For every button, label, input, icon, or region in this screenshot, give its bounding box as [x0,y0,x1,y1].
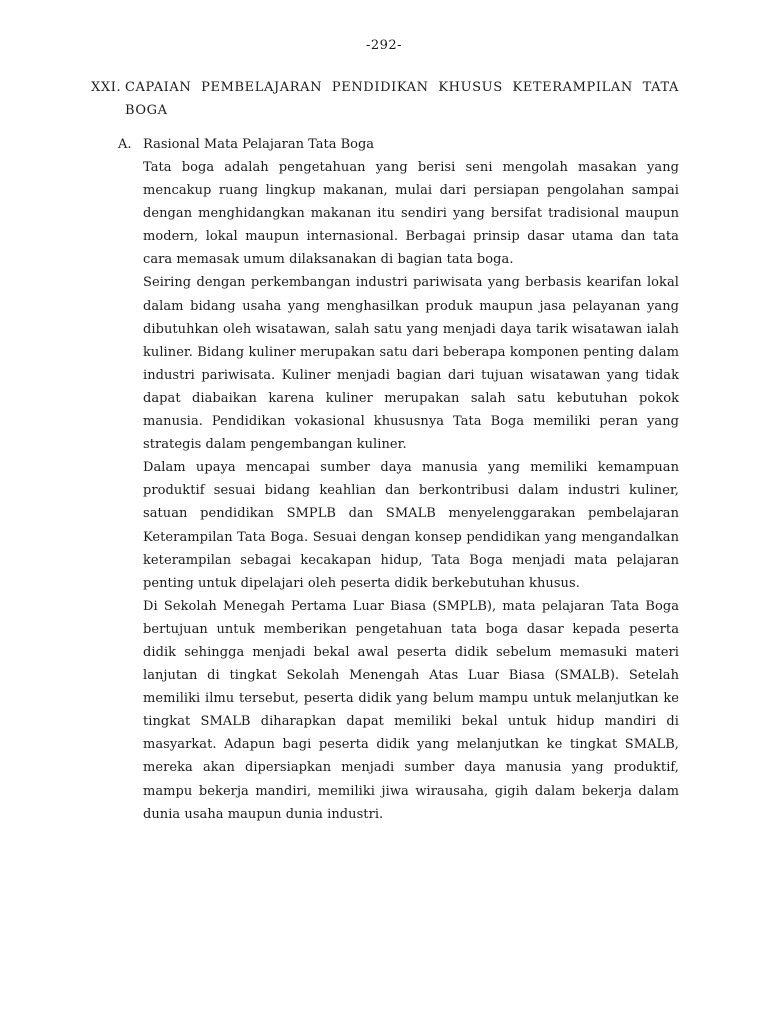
page-number: -292- [365,38,403,53]
paragraph: Tata boga adalah pengetahuan yang berisi seni mengolah masakan yang mencakup ruang lingkup makanan, mulai dari persiapan pengolahan sampai dengan menghidangkan makanan itu sendiri yang bersifat tradisional maupun modern, lokal maupun internasional. Berbagai prinsip dasar utama dan tata cara memasak umum dilaksanakan di bagian tata boga. [143,160,679,268]
chapter-number: XXI. [91,80,122,95]
section-letter: A. [118,137,132,152]
section-rasional [118,133,679,826]
paragraph: Seiring dengan perkembangan industri pariwisata yang berbasis kearifan lokal dalam bidang usaha yang menghasilkan produk maupun jasa pelayanan yang dibutuhkan oleh wisatawan, salah satu yang menjadi daya tarik wisatawan ialah kuliner. Bidang kuliner merupakan satu dari beberapa komponen penting dalam industri pariwisata. Kuliner menjadi bagian dari tujuan wisatawan yang tidak dapat diabaikan karena kuliner merupakan salah satu kebutuhan pokok manusia. Pendidikan vokasional khususnya Tata Boga memiliki peran yang strategis dalam pengembangan kuliner. [143,275,679,453]
section-title: Rasional Mata Pelajaran Tata Boga [143,137,375,152]
paragraph: Di Sekolah Menegah Pertama Luar Biasa (SMPLB), mata pelajaran Tata Boga bertujuan untuk memberikan pengetahuan tata boga dasar kepada peserta didik sehingga menjadi bekal awal peserta didik sebelum memasuki materi lanjutan di tingkat Sekolah Menengah Atas Luar Biasa (SMALB). Setelah memiliki ilmu tersebut, peserta didik yang belum mampu untuk melanjutkan ke tingkat SMALB diharapkan dapat memiliki bekal untuk hidup mandiri di masyarkat. Adapun bagi peserta didik yang melanjutkan ke tingkat SMALB, mereka akan dipersiapkan menjadi sumber daya manusia yang produktif, mampu bekerja mandiri, memiliki jiwa wirausaha, gigih dalam bekerja dalam dunia usaha maupun dunia industri. [143,598,679,822]
chapter-title: CAPAIAN PEMBELAJARAN PENDIDIKAN KHUSUS KETERAMPILAN TATA BOGA [125,80,679,118]
paragraph: Dalam upaya mencapai sumber daya manusia yang memiliki kemampuan produktif sesuai bidang keahlian dan berkontribusi dalam industri kuliner, satuan pendidikan SMPLB dan SMALB menyelenggarakan pembelajaran Keterampilan Tata Boga. Sesuai dengan konsep pendidikan yang mengandalkan keterampilan sebagai kecakapan hidup, Tata Boga menjadi mata pelajaran penting untuk dipelajari oleh peserta didik berkebutuhan khusus. [143,460,679,591]
section-body [143,156,679,826]
chapter-heading [91,76,679,122]
section-heading [118,133,679,156]
